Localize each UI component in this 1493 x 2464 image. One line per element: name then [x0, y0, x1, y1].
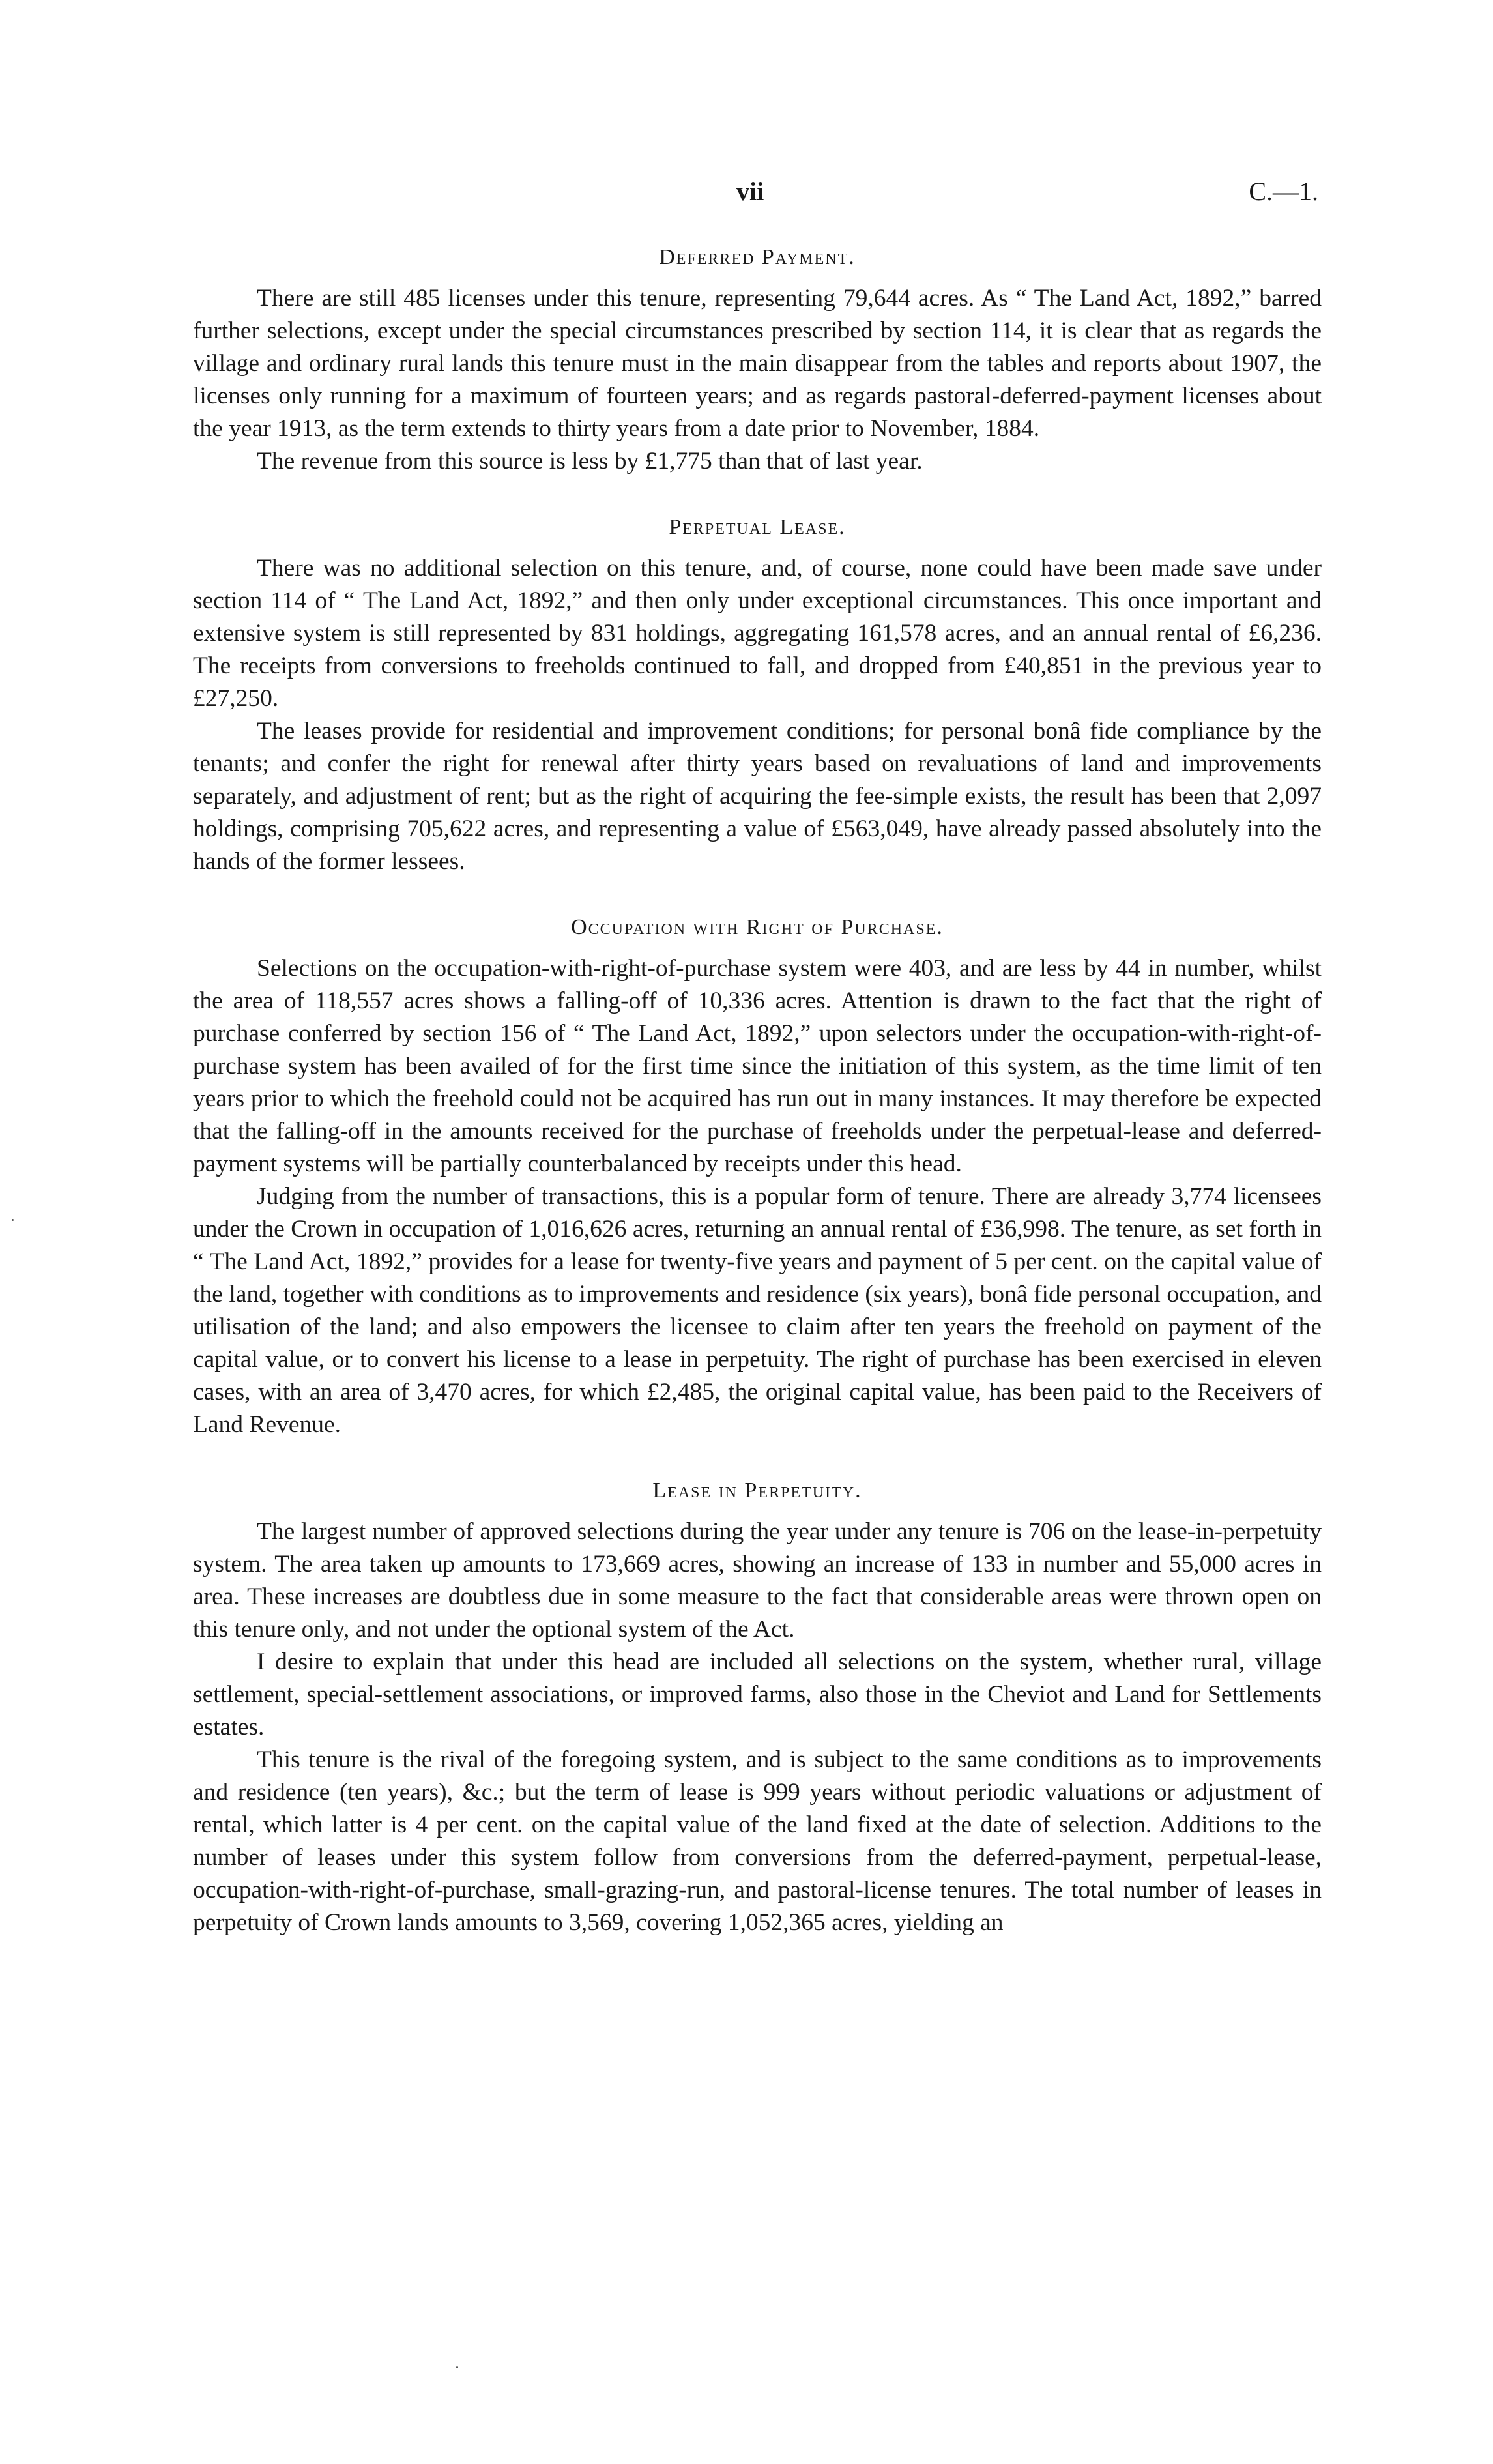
paragraph: The largest number of approved selections during the year under any tenure is 706 on the lease-in-perpetuity system. The area taken up amounts to 173,669 acres, showing an increase of 133 in number and 55,000 acres in area. These increases are doubtless due in some measure to the fact that considerable areas were thrown open on this tenure only, and not under the optional system of the Act. [193, 1518, 1322, 1643]
paragraph: There are still 485 licenses under this tenure, representing 79,644 acres. As “ The Land Act, 1892,” barred further selections, except under the special circumstances prescribed by section 114, it is clear that as regards the village and ordinary rural lands this tenure must in the main disappear from the tables and reports about 1907, the licenses only running for a maximum of fourteen years; and as regards pastoral-deferred-payment licenses about the year 1913, as the term extends to thirty years from a date prior to November, 1884. [193, 285, 1322, 442]
paragraph: Judging from the number of transactions, this is a popular form of tenure. There are already 3,774 licensees under the Crown in occupation of 1,016,626 acres, returning an annual rental of £36,998. The tenure, as set forth in “ The Land Act, 1892,” provides for a lease for twenty-five years and payment of 5 per cent. on the capital value of the land, together with conditions as to improvements and residence (six years), bonâ fide personal occupation, and utilisation of the land; and also empowers the licensee to claim after ten years the freehold on payment of the capital value, or to convert his license to a lease in perpetuity. The right of purchase has been exercised in eleven cases, with an area of 3,470 acres, for which £2,485, the original capital value, has been paid to the Receivers of Land Revenue. [193, 1183, 1322, 1438]
page-body [193, 244, 1322, 1976]
section-perpetual-lease [193, 514, 1322, 878]
paragraph: I desire to explain that under this head are included all selections on the system, whether rural, village settlement, special-settlement associations, or improved farms, also those in the Cheviot and Land for Settlements estates. [193, 1649, 1322, 1740]
paragraph: Selections on the occupation-with-right-of-purchase system were 403, and are less by 44 in number, whilst the area of 118,557 acres shows a falling-off of 10,336 acres. Attention is drawn to the fact that the right of purchase conferred by section 156 of “ The Land Act, 1892,” upon selectors under the occupation-with-right-of-purchase system has been availed of for the first time since the initiation of this system, as the time limit of ten years prior to which the freehold could not be acquired has run out in many instances. It may therefore be expected that the falling-off in the amounts received for the purchase of freeholds under the perpetual-lease and deferred-payment systems will be partially counterbalanced by receipts under this head. [193, 955, 1322, 1177]
section-lease-in-perpetuity [193, 1478, 1322, 1939]
scan-speck [456, 2366, 458, 2368]
page-number: vii [736, 177, 764, 206]
scan-speck [12, 1219, 14, 1221]
document-reference: C.—1. [1249, 177, 1318, 206]
paragraph: There was no additional selection on this tenure, and, of course, none could have been made save under section 114 of “ The Land Act, 1892,” and then only under exceptional circumstances. This once important and extensive system is still represented by 831 holdings, aggregating 161,578 acres, and an annual rental of £6,236. The receipts from conversions to freeholds continued to fall, and dropped from £40,851 in the previous year to £27,250. [193, 555, 1322, 712]
paragraph: The revenue from this source is less by £1,775 than that of last year. [257, 448, 923, 475]
paragraph: The leases provide for residential and improvement conditions; for personal bonâ fide compliance by the tenants; and confer the right for renewal after thirty years based on revaluations of land and improvements separately, and adjustment of rent; but as the right of acquiring the fee-simple exists, the result has been that 2,097 holdings, comprising 705,622 acres, and representing a value of £563,049, have already passed absolutely into the hands of the former lessees. [193, 718, 1322, 875]
section-heading: Lease in Perpetuity. [652, 1478, 862, 1503]
section-occupation-with-right-of-purchase [193, 915, 1322, 1441]
section-heading: Occupation with Right of Purchase. [571, 915, 944, 939]
section-heading: Perpetual Lease. [669, 515, 846, 539]
section-heading: Deferred Payment. [659, 245, 856, 269]
paragraph: This tenure is the rival of the foregoing system, and is subject to the same conditions as to improvements and residence (ten years), &c.; but the term of lease is 999 years without periodic valuations or adjustment of rental, which latter is 4 per cent. on the capital value of the land fixed at the date of selection. Additions to the number of leases under this system follow from conversions from the deferred-payment, perpetual-lease, occupation-with-right-of-purchase, small-grazing-run, and pastoral-license tenures. The total number of leases in perpetuity of Crown lands amounts to 3,569, covering 1,052,365 acres, yielding an [193, 1746, 1322, 1936]
section-deferred-payment [193, 244, 1322, 478]
page-header [0, 176, 1493, 215]
